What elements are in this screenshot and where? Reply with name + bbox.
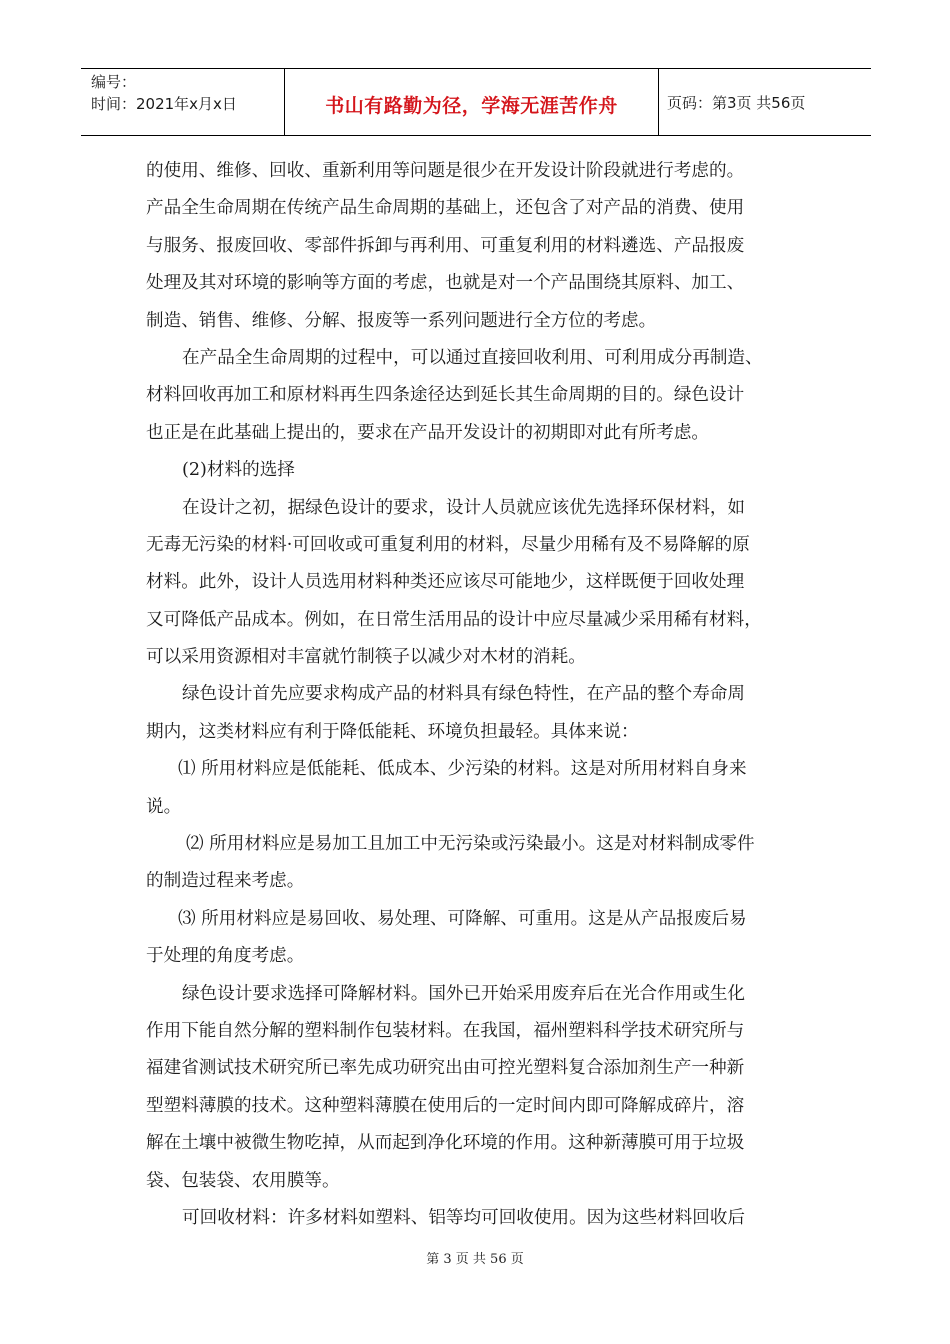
body-text-line: 在设计之初，据绿色设计的要求，设计人员就应该优先选择环保材料，如 [182,497,746,518]
footer-page-number: 第 3 页 共 56 页 [426,1252,524,1267]
body-text-line: 袋、包装袋、农用膜等。 [146,1170,340,1191]
body-text-line: 解在土壤中被微生物吃掉，从而起到净化环境的作用。这种新薄膜可用于垃圾 [146,1133,745,1154]
body-text-line: 绿色设计首先应要求构成产品的材料具有绿色特性，在产品的整个寿命周 [182,684,746,705]
header-motto-cell [284,69,659,135]
body-text-line: 的制造过程来考虑。 [146,871,305,892]
document-time: 时间：2021年x月x日 [91,95,237,113]
body-text-line: 绿色设计要求选择可降解材料。国外已开始采用废弃后在光合作用或生化 [182,983,746,1004]
page-header [81,68,871,136]
body-text-line: 福建省测试技术研究所已率先成功研究出由可控光塑料复合添加剂生产一种新 [146,1058,745,1079]
body-text-line: 与服务、报废回收、零部件拆卸与再利用、可重复利用的材料遴选、产品报废 [146,235,745,256]
body-text-line: 处理及其对环境的影响等方面的考虑，也就是对一个产品围绕其原料、加工、 [146,273,745,294]
header-page-info [659,69,871,135]
page-info-text: 页码：第3页 共56页 [667,93,806,112]
page-footer [0,1248,950,1267]
body-text-line: 的使用、维修、回收、重新利用等问题是很少在开发设计阶段就进行考虑的。 [146,161,745,181]
body-text-line: 材料。此外，设计人员选用材料种类还应该尽可能地少，这样既便于回收处理 [146,572,745,593]
body-text-line: 可以采用资源相对丰富就竹制筷子以减少对木材的消耗。 [146,647,586,668]
body-text-line: (2)材料的选择 [182,460,295,481]
body-text-line: 又可降低产品成本。例如，在日常生活用品的设计中应尽量减少采用稀有材料， [146,609,762,630]
body-text-line: 在产品全生命周期的过程中，可以通过直接回收利用、可利用成分再制造、 [182,347,763,368]
body-text-line: 期内，这类材料应有利于降低能耗、环境负担最轻。具体来说： [146,721,639,742]
document-body [146,153,811,1237]
body-text-line: ⑶ 所用材料应是易回收、易处理、可降解、可重用。这是从产品报废后易 [178,908,747,929]
body-text-line: 材料回收再加工和原材料再生四条途径达到延长其生命周期的目的。绿色设计 [146,385,745,406]
body-text-line: ⑵ 所用材料应是易加工且加工中无污染或污染最小。这是对材料制成零件 [186,834,755,855]
body-text-line: 制造、销售、维修、分解、报废等一系列问题进行全方位的考虑。 [146,310,657,331]
body-text-line: 产品全生命周期在传统产品生命周期的基础上，还包含了对产品的消费、使用 [146,198,745,219]
document-number-label: 编号： [91,73,137,91]
body-text-line: 于处理的角度考虑。 [146,946,305,967]
header-meta [81,69,284,135]
body-text-line: 作用下能自然分解的塑料制作包装材料。在我国，福州塑料科学技术研究所与 [146,1020,745,1041]
body-text-line: 说。 [146,796,182,817]
body-text-line: 型塑料薄膜的技术。这种塑料薄膜在使用后的一定时间内即可降解成碎片，溶 [146,1095,745,1116]
header-motto: 书山有路勤为径，学海无涯苦作舟 [325,94,618,117]
body-text-line: ⑴ 所用材料应是低能耗、低成本、少污染的材料。这是对所用材料自身来 [178,759,747,780]
body-text-line: 可回收材料：许多材料如塑料、铝等均可回收使用。因为这些材料回收后 [182,1207,746,1228]
body-text-line: 也正是在此基础上提出的，要求在产品开发设计的初期即对此有所考虑。 [146,422,710,443]
body-text-line: 无毒无污染的材料·可回收或可重复利用的材料，尽量少用稀有及不易降解的原 [146,534,750,555]
